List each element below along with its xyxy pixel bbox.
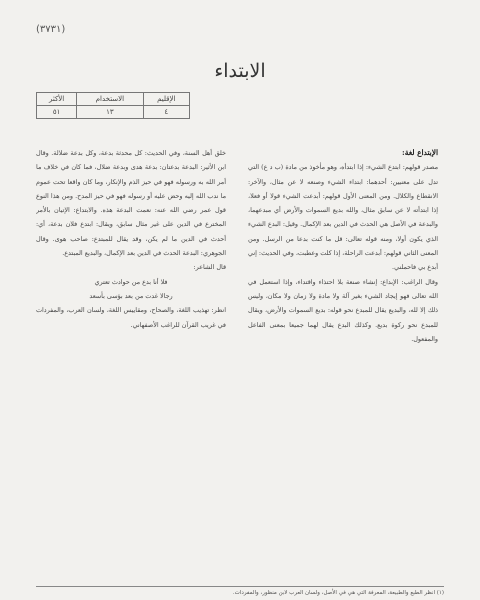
stats-header-row <box>37 93 190 106</box>
poem-verse: رجالا غدت من بعد بؤسى بأسعد <box>89 291 173 300</box>
stats-header-cell: الاستخدام <box>77 93 143 106</box>
body-paragraph: خلق أهل السنة، وفي الحديث: كل محدثة بدعة، وكل بدعة ضلالة. وقال ابن الأثير: البدعة بدعتان: بدعة هدى وبدعة ضلال، فما كان في خلاف ما أمر الله به ورسوله فهو في حيز الذم والإنكار، وما كان واقعا تحت عموم ما ندب الله إليه وحض عليه أو رسوله فهو في حيز المدح. ومن هذا النوع قول عمر رضي الله عنه: نعمت البدعة هذه. والابتداع: الإتيان بالأمر المخترع في الدين على غير مثال سابق، ويقال: ابتدع فلان بدعة، أي: أحدث في الدين ما لم يكن، وقد يقال للمبتدع: صاحب هوى. وقال الجوهري: البدعة الحدث في الدين بعد الإكمال، والبديع المبتدع. <box>36 149 226 258</box>
poem-verse: فلا أنا بدع من حوادث تعتري <box>94 277 168 286</box>
stats-header-cell: الأكثر <box>37 93 77 106</box>
stats-value-cell: ٥١ <box>37 106 77 119</box>
stats-header-cell: الإقليم <box>143 93 189 106</box>
body-paragraph: وقال الراغب: الإبداع: إنشاء صنعة بلا احتذاء واقتداء، وإذا استعمل في الله تعالى فهو إيجاد الشيء بغير آلة ولا مادة ولا زمان ولا مكان، وليس ذلك إلا لله، والبديع يقال للمبدع نحو قوله: بديع السموات والأرض، ويقال للمبدع نحو ركوة بديع. وكذلك البدع يقال لهما جميعا بمعنى الفاعل والمفعول. <box>248 277 438 343</box>
footnote: (١) انظر الطبع والطبيعة، المعرفة التي هي في الأصل، ولسان العرب لابن منظور، والمفردات. <box>232 590 444 596</box>
section-heading: الإبتداع لغة: <box>402 148 438 157</box>
left-text-column <box>36 146 226 578</box>
page-title: الابتداء <box>214 60 266 82</box>
stats-value-cell: ١٣ <box>77 106 143 119</box>
stats-value-row <box>37 106 190 119</box>
right-text-column <box>248 146 438 578</box>
footnote-divider <box>36 586 444 587</box>
page-number: (٣٧٣١) <box>36 24 66 35</box>
stats-value-cell: ٤ <box>143 106 189 119</box>
body-paragraph: مصدر قولهم: ابتدع الشيء: إذا ابتدأه، وهو مأخوذ من مادة (ب د ع) التي تدل على معنيين: أحدهما: ابتداء الشيء وصنعه لا عن مثال، والآخر: الانقطاع والكلال. ومن المعنى الأول قولهم: أبدعت الشيء قولا أو فعلا، إذا ابتدأته لا عن سابق مثال، والله بديع السموات والأرض أي مبدعهما، والبدعة في الأصل هي الحدث في الدين بعد الإكمال. وقيل: البدع الشيء الذي يكون أولا، ومنه قوله تعالى: قل ما كنت بدعا من الرسل. ومن المعنى الثاني قولهم: أبدعت الراحلة، إذا كلت وعطبت، وفي الحديث: إني أبدع بي فاحملني. <box>248 163 438 272</box>
body-paragraph: انظر: تهذيب اللغة، والصحاح، ومقاييس اللغة، ولسان العرب، والمفردات في غريب القرآن للراغب الأصفهاني. <box>36 306 226 329</box>
stats-table <box>36 92 190 119</box>
body-paragraph: قال الشاعر: <box>193 263 226 272</box>
